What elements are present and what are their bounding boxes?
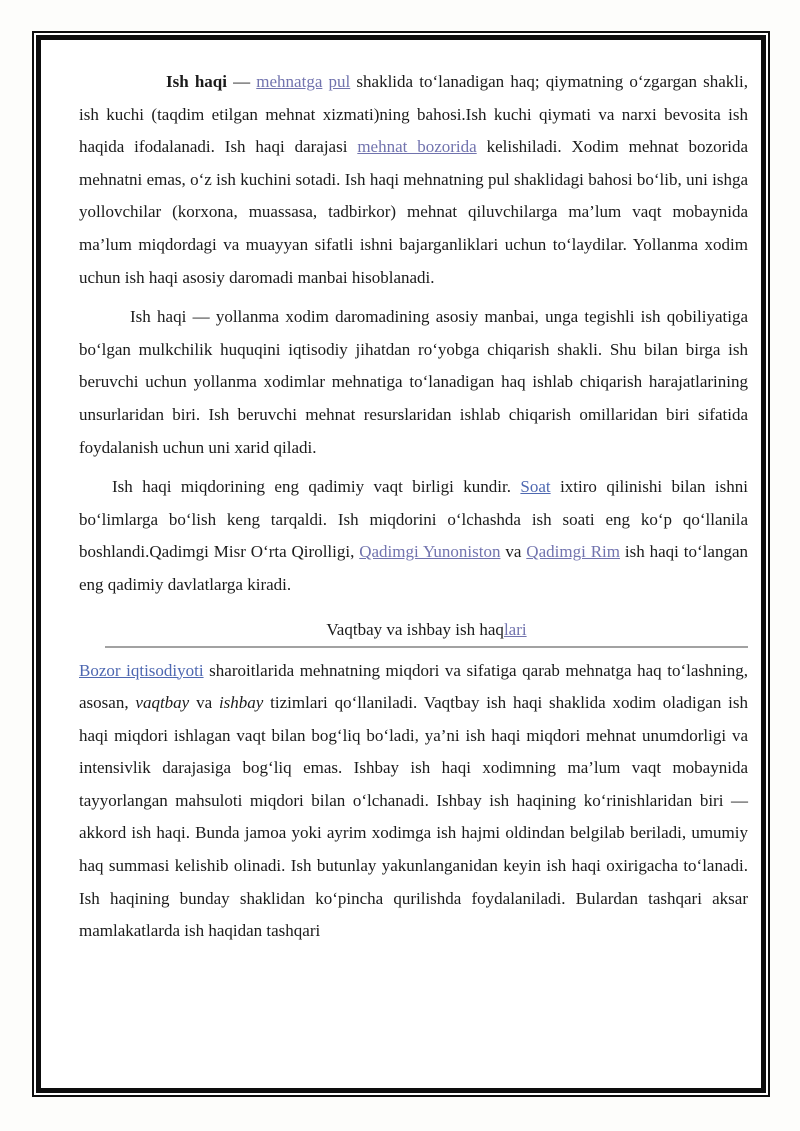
- body-text: va: [189, 693, 219, 713]
- body-text: ish haqi to‘langan eng qadimiy davlatlarga kiradi.: [79, 542, 748, 594]
- page-border-frame: [32, 31, 770, 1097]
- italic-ishbay: ishbay: [218, 693, 264, 713]
- link-soat[interactable]: Soat: [520, 477, 551, 497]
- body-text: ixtiro qilinishi bilan ishni bo‘limlarga bo‘lish keng tarqaldi. Ish miqdorini o‘lchashda ish soati eng ko‘p qo‘llanila boshlandi.Qadimgi Misr O‘rta Qirolligi,: [79, 477, 748, 562]
- document-page: [36, 35, 766, 1093]
- link-bozor-iqtisodiyoti[interactable]: Bozor iqtisodiyoti: [79, 660, 204, 680]
- paragraph-history: [79, 471, 748, 601]
- body-text: Ish haqi miqdorining eng qadimiy vaqt birligi kundir.: [112, 477, 521, 497]
- body-text: shaklida to‘lanadigan haq; qiymatning o‘zgargan shakli, ish kuchi (taqdim etilgan mehnat xizmati)ning bahosi.Ish kuchi qiymati va narxi bevosita ish haqida ifodalanadi. Ish haqi darajasi: [79, 72, 749, 157]
- term-ish-haqi-bold: Ish haqi: [166, 72, 234, 91]
- link-heading-lari[interactable]: lari: [503, 619, 527, 639]
- paragraph-definition: [79, 301, 748, 464]
- link-mehnatga[interactable]: mehnatga: [256, 72, 323, 91]
- link-qadimgi-rim[interactable]: Qadimgi Rim: [526, 542, 620, 562]
- dash-text: —: [233, 72, 257, 91]
- paragraph-intro: [79, 66, 748, 294]
- heading-text: Vaqtbay va ishbay ish haq: [326, 619, 504, 639]
- section-heading: [105, 613, 748, 648]
- link-mehnat-bozorida[interactable]: mehnat bozorida: [357, 137, 477, 157]
- body-text: Ish haqi — yollanma xodim daromadining asosiy manbai, unga tegishli ish qobiliyatiga bo‘lgan mulkchilik huquqini iqtisodiy jihatdan ro‘yobga chiqarish shakli. Shu bilan birga ish beruvchi uchun yollanma xodimlar mehnatiga to‘lanadigan haq ishlab chiqarish harajatlarining unsurlaridan biri. Ish beruvchi mehnat resurslaridan ishlab chiqarish omillaridan biri sifatida foydalanish uchun uni xarid qiladi.: [79, 307, 748, 457]
- body-text: sharoitlarida mehnatning miqdori va sifatiga qarab mehnatga haq to‘lashning, asosan,: [79, 660, 749, 713]
- body-text: va: [500, 542, 527, 562]
- link-qadimgi-yunoniston[interactable]: Qadimgi Yunoniston: [359, 542, 501, 562]
- paragraph-vaqtbay-ishbay: [79, 655, 748, 948]
- body-text: tizimlari qo‘llaniladi. Vaqtbay ish haqi shaklida xodim oladigan ish haqi miqdori ishlagan vaqt bilan bog‘liq bo‘ladi, ya’ni ish haqi miqdori mehnat unumdorligi va intensivlik darajasiga bog‘liq emas. Ishbay ish haqi xodimning ma’lum vaqt mobaynida tayyorlangan mahsuloti miqdori bilan o‘lchanadi. Ishbay ish haqining ko‘rinishlaridan biri — akkord ish haqi. Bunda jamoa yoki ayrim xodimga ish hajmi oldindan belgilab beriladi, umumiy haq summasi kelishib olinadi. Ish butunlay yakunlanganidan keyin ish haqi oxirigacha to‘lanadi. Ish haqining bunday shaklidan ko‘pincha qurilishda foydalaniladi. Bulardan tashqari aksar mamlakatlarda ish haqidan tashqari: [79, 693, 748, 941]
- italic-vaqtbay: vaqtbay: [135, 693, 190, 713]
- link-pul[interactable]: pul: [328, 72, 351, 91]
- body-text: kelishiladi. Xodim mehnat bozorida mehnatni emas, o‘z ish kuchini sotadi. Ish haqi mehnatning pul shaklidagi bahosi bo‘lib, uni ishga yollovchilar (korxona, muassasa, tadbirkor) mehnat qiluvchilarga ma’lum vaqt mobaynida ma’lum miqdordagi va muayyan sifatli ishni bajarganliklari uchun to‘laydilar. Yollanma xodim uchun ish haqi asosiy daromadi manbai hisoblanadi.: [79, 137, 749, 287]
